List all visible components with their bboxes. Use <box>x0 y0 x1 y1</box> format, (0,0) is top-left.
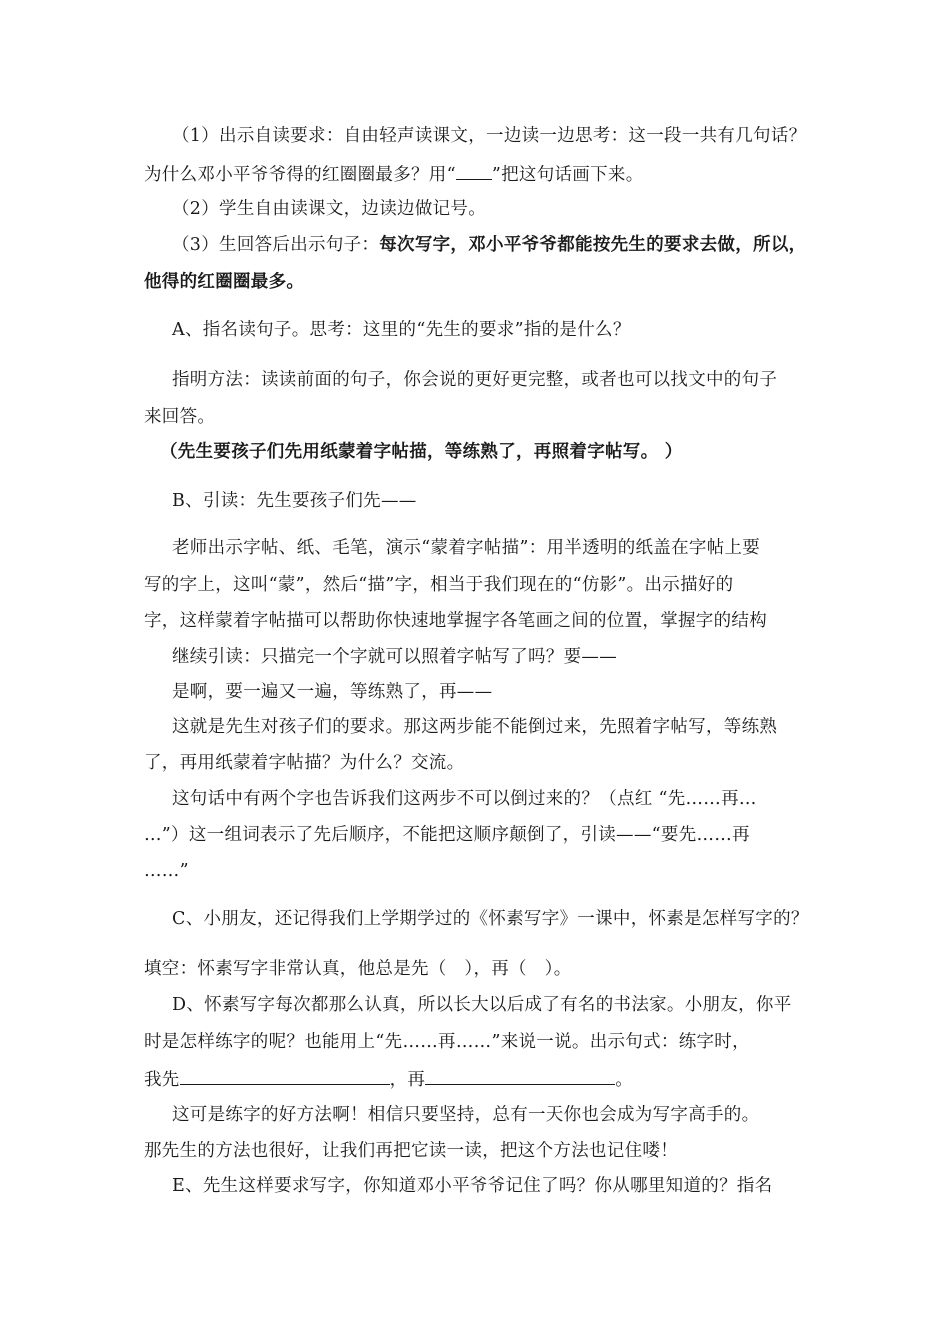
encourage-line-2 <box>144 1139 824 1163</box>
encourage-line <box>172 1103 852 1127</box>
order-line-2 <box>144 823 824 847</box>
step-2-line <box>172 197 852 221</box>
item-a <box>172 318 852 342</box>
method-line-2 <box>144 405 824 429</box>
text: ，再 <box>389 1070 426 1090</box>
text: 是啊，要一遍又一遍，等练熟了，再—— <box>172 682 493 702</box>
text: ……” <box>144 861 189 881</box>
order-line <box>172 787 852 811</box>
blank-line <box>425 1066 615 1085</box>
requirement-line <box>172 715 852 739</box>
bold-sentence-2 <box>144 270 824 294</box>
text: （3）生回答后出示句子： <box>172 235 380 255</box>
step-1-line-2 <box>144 161 824 187</box>
demo-line-1 <box>172 536 852 560</box>
method-line <box>172 368 852 392</box>
text: ”把这句话画下来。 <box>491 165 644 185</box>
text: 字，这样蒙着字帖描可以帮助你快速地掌握字各笔画之间的位置，掌握字的结构 <box>144 611 767 631</box>
demo-line-3 <box>144 609 824 633</box>
text: （先生要孩子们先用纸蒙着字帖描，等练熟了，再照着字帖写。 ） <box>160 442 683 462</box>
text: C、小朋友，还记得我们上学期学过的《怀素写字》一课中，怀素是怎样写字的？ <box>172 909 809 929</box>
text: 这就是先生对孩子们的要求。那这两步能不能倒过来，先照着字帖写，等练熟 <box>172 717 778 737</box>
continue-line <box>172 645 852 669</box>
text: 了，再用纸蒙着字帖描？为什么？交流。 <box>144 753 465 773</box>
text: 来回答。 <box>144 407 216 427</box>
text: A、指名读句子。思考：这里的“先生的要求”指的是什么？ <box>172 320 631 340</box>
text: 为什么邓小平爷爷得的红圈圈最多？用“ <box>144 165 456 185</box>
text: （1）出示自读要求：自由轻声读课文，一边读一边思考：这一段一共有几句话？ <box>172 126 807 146</box>
text: 老师出示字帖、纸、毛笔，演示“蒙着字帖描”：用半透明的纸盖在字帖上要 <box>172 538 761 558</box>
step-1-line <box>172 124 852 148</box>
text: 写的字上，这叫“蒙”，然后“描”字，相当于我们现在的“仿影”。出示描好的 <box>144 575 734 595</box>
item-c <box>172 907 852 931</box>
item-e <box>172 1174 852 1198</box>
text: 那先生的方法也很好，让我们再把它读一读，把这个方法也记住喽！ <box>144 1141 678 1161</box>
blank-line <box>456 161 492 180</box>
text: D、怀素写字每次都那么认真，所以长大以后成了有名的书法家。小朋友，你平 <box>172 995 792 1015</box>
text: B、引读：先生要孩子们先—— <box>172 491 417 511</box>
requirement-line-2 <box>144 751 824 775</box>
fill-blank-line <box>144 957 824 981</box>
text: 他得的红圈圈最多。 <box>144 272 305 292</box>
answer-sentence <box>160 440 840 464</box>
item-b <box>172 489 852 513</box>
text: 这可是练字的好方法啊！相信只要坚持，总有一天你也会成为写字高手的。 <box>172 1105 760 1125</box>
text: 指明方法：读读前面的句子，你会说的更好更完整，或者也可以找文中的句子 <box>172 370 778 390</box>
yes-line <box>172 680 852 704</box>
item-d-2 <box>144 1030 824 1054</box>
order-line-3 <box>144 859 824 883</box>
text: 我先 <box>144 1070 180 1090</box>
blank-line <box>180 1066 390 1085</box>
demo-line-2 <box>144 573 824 597</box>
text: 这句话中有两个字也告诉我们这两步不可以倒过来的？（点红 “先……再… <box>172 789 757 809</box>
text: 继续引读：只描完一个字就可以照着字帖写了吗？要—— <box>172 647 617 667</box>
text: （2）学生自由读课文，边读边做记号。 <box>172 199 487 219</box>
text: 填空：怀素写字非常认真，他总是先（ ），再（ ）。 <box>144 959 572 979</box>
sentence-pattern-line <box>144 1066 824 1092</box>
text: 时是怎样练字的呢？也能用上“先……再……”来说一说。出示句式：练字时， <box>144 1032 750 1052</box>
text: E、先生这样要求写字，你知道邓小平爷爷记住了吗？你从哪里知道的？指名 <box>172 1176 773 1196</box>
item-d <box>172 993 852 1017</box>
text: 。 <box>615 1070 634 1090</box>
bold-sentence: 每次写字，邓小平爷爷都能按先生的要求去做，所以， <box>379 235 807 255</box>
step-3-line <box>172 233 852 257</box>
text: …”）这一组词表示了先后顺序，不能把这顺序颠倒了，引读——“要先……再 <box>144 825 750 845</box>
